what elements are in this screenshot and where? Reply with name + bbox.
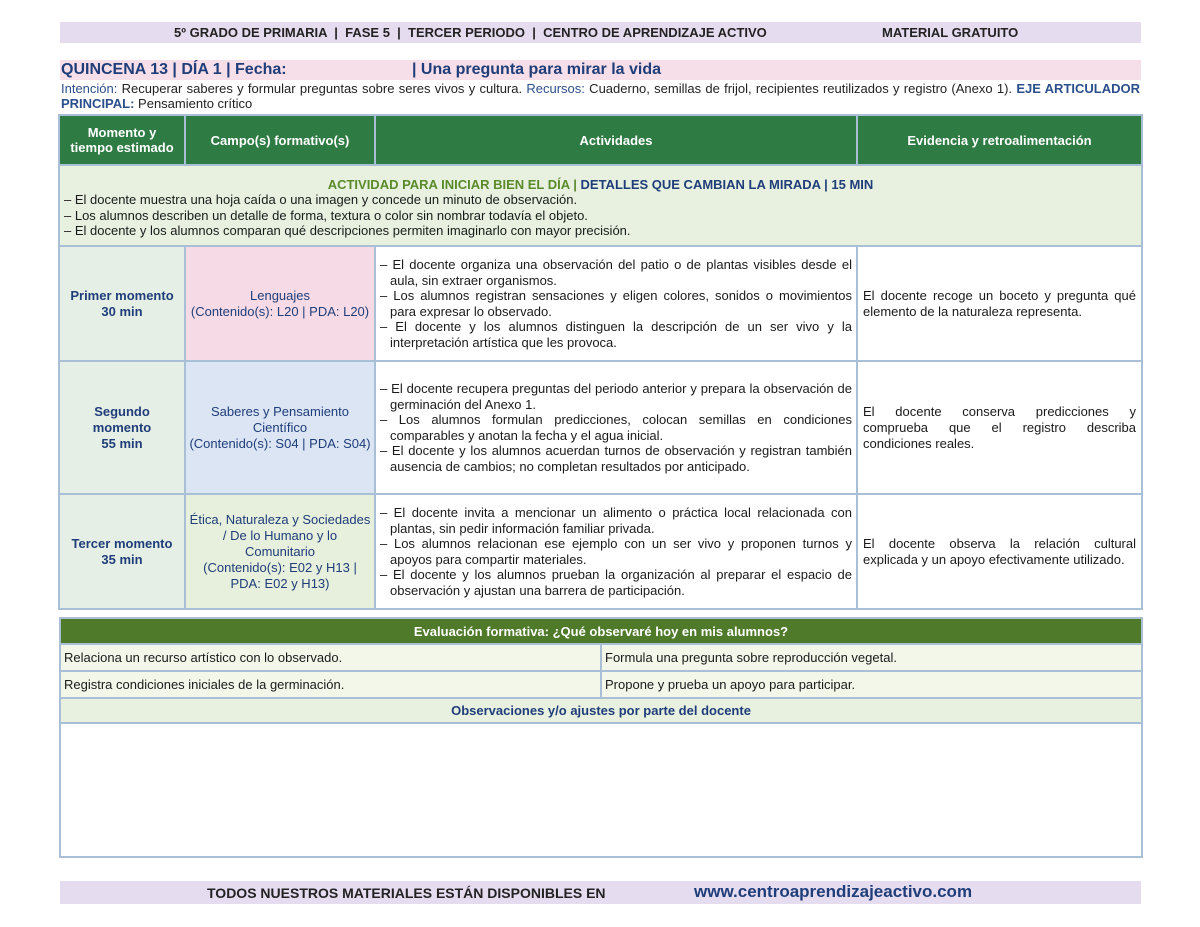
footer-band xyxy=(60,881,1141,904)
evidence-cell: El docente recoge un boceto y pregunta qué elemento de la naturaleza representa. xyxy=(857,246,1142,361)
moment-label: Segundo momento xyxy=(92,403,152,435)
observations-title: Observaciones y/o ajustes por parte del docente xyxy=(60,698,1142,723)
start-activity-row xyxy=(59,165,1142,246)
moment-time: 30 min xyxy=(101,303,143,319)
activity-item: – Los alumnos registran sensaciones y eligen colores, sonidos o movimientos para expresar lo observado. xyxy=(380,288,852,319)
activities-cell xyxy=(375,246,857,361)
start-activity-heading xyxy=(64,177,1137,193)
footer-text: TODOS NUESTROS MATERIALES ESTÁN DISPONIBLES EN xyxy=(207,885,606,901)
header-activities: Actividades xyxy=(375,115,857,165)
header-free-label: MATERIAL GRATUITO xyxy=(882,25,1019,40)
moment-time: 35 min xyxy=(101,551,143,567)
campo-cell: Ética, Naturaleza y Sociedades / De lo Humano y lo Comunitario (Contenido(s): E02 y H13 | PDA: E02 y H13) xyxy=(185,494,375,609)
start-activity-heading-b: DETALLES QUE CAMBIAN LA MIRADA | 15 MIN xyxy=(580,176,874,192)
header-evidence: Evidencia y retroalimentación xyxy=(857,115,1142,165)
intent-label: Intención: xyxy=(61,81,118,96)
resources-text: Cuaderno, semillas de frijol, recipientes reutilizados y registro (Anexo 1). xyxy=(584,81,1017,96)
moment-row-2 xyxy=(59,361,1142,494)
header-text: 5º GRADO DE PRIMARIA | FASE 5 | TERCER PERIODO | CENTRO DE APRENDIZAJE ACTIVO xyxy=(174,25,767,40)
activity-item: – El docente y los alumnos prueban la organización al preparar el espacio de observación y ajustan una barrera de participación. xyxy=(380,567,852,598)
activity-item: – El docente y los alumnos acuerdan turnos de observación y registran también ausencia de cambios; no completan resultados por anticipado. xyxy=(380,443,852,474)
evaluation-item: Propone y prueba un apoyo para participar. xyxy=(601,671,1142,698)
activity-item: – El docente recupera preguntas del periodo anterior y prepara la observación de germinación del Anexo 1. xyxy=(380,381,852,412)
start-activity-line: – El docente muestra una hoja caída o una imagen y concede un minuto de observación. xyxy=(64,192,578,207)
evaluation-item: Relaciona un recurso artístico con lo observado. xyxy=(60,644,601,671)
start-activity-line: – El docente y los alumnos comparan qué descripciones permiten imaginarlo con mayor precisión. xyxy=(64,223,631,238)
moment-cell xyxy=(59,246,185,361)
moment-row-1 xyxy=(59,246,1142,361)
evaluation-item: Formula una pregunta sobre reproducción vegetal. xyxy=(601,644,1142,671)
moment-label: Primer momento xyxy=(70,287,174,303)
footer-link[interactable]: www.centroaprendizajeactivo.com xyxy=(694,882,973,901)
start-activity-line: – Los alumnos describen un detalle de forma, textura o color sin nombrar todavía el objeto. xyxy=(64,207,588,223)
activity-item: – El docente invita a mencionar un alimento o práctica local relacionada con plantas, sin pedir información familiar privada. xyxy=(380,505,852,536)
activity-item: – El docente organiza una observación del patio o de plantas visibles desde el aula, sin extraer organismos. xyxy=(380,257,852,288)
activities-cell xyxy=(375,361,857,494)
axis-text: Pensamiento crítico xyxy=(134,96,253,111)
resources-label: Recursos: xyxy=(526,81,585,96)
moment-cell xyxy=(59,361,185,494)
start-activity-heading-a: ACTIVIDAD PARA INICIAR BIEN EL DÍA | xyxy=(327,176,581,192)
evidence-cell: El docente conserva predicciones y comprueba que el registro describa condiciones reales. xyxy=(857,361,1142,494)
activities-cell xyxy=(375,494,857,609)
activity-item: – Los alumnos formulan predicciones, colocan semillas en condiciones comparables y anotan la fecha y el agua inicial. xyxy=(380,412,852,443)
intent-text: Recuperar saberes y formular preguntas sobre seres vivos y cultura. xyxy=(117,81,527,96)
page-subtitle: | Una pregunta para mirar la vida xyxy=(412,61,661,78)
table-header-row xyxy=(59,115,1142,165)
axis-label: EJE ARTICULADOR PRINCIPAL: xyxy=(61,81,1140,111)
observations-area[interactable] xyxy=(60,723,1142,857)
header-moment: Momento y tiempo estimado xyxy=(59,115,185,165)
evaluation-item: Registra condiciones iniciales de la germinación. xyxy=(60,671,601,698)
activity-item: – Los alumnos relacionan ese ejemplo con un ser vivo y proponen turnos y apoyos para compartir materiales. xyxy=(380,536,852,567)
campo-cell: Lenguajes (Contenido(s): L20 | PDA: L20) xyxy=(185,246,375,361)
header-campo: Campo(s) formativo(s) xyxy=(185,115,375,165)
plan-table xyxy=(58,114,1143,610)
moment-label: Tercer momento xyxy=(71,535,173,551)
page-title: QUINCENA 13 | DÍA 1 | Fecha: xyxy=(61,61,287,78)
campo-cell: Saberes y Pensamiento Científico (Contenido(s): S04 | PDA: S04) xyxy=(185,361,375,494)
evidence-cell: El docente observa la relación cultural explicada y un apoyo efectivamente utilizado. xyxy=(857,494,1142,609)
intent-block xyxy=(61,81,1140,111)
evaluation-table xyxy=(59,617,1143,858)
moment-row-3 xyxy=(59,494,1142,609)
title-band xyxy=(60,60,1141,80)
header-band xyxy=(60,22,1141,43)
moment-time: 55 min xyxy=(101,435,143,451)
activity-item: – El docente y los alumnos distinguen la descripción de un ser vivo y la interpretación artística que les provoca. xyxy=(380,319,852,350)
evaluation-title: Evaluación formativa: ¿Qué observaré hoy en mis alumnos? xyxy=(60,618,1142,644)
moment-cell xyxy=(59,494,185,609)
